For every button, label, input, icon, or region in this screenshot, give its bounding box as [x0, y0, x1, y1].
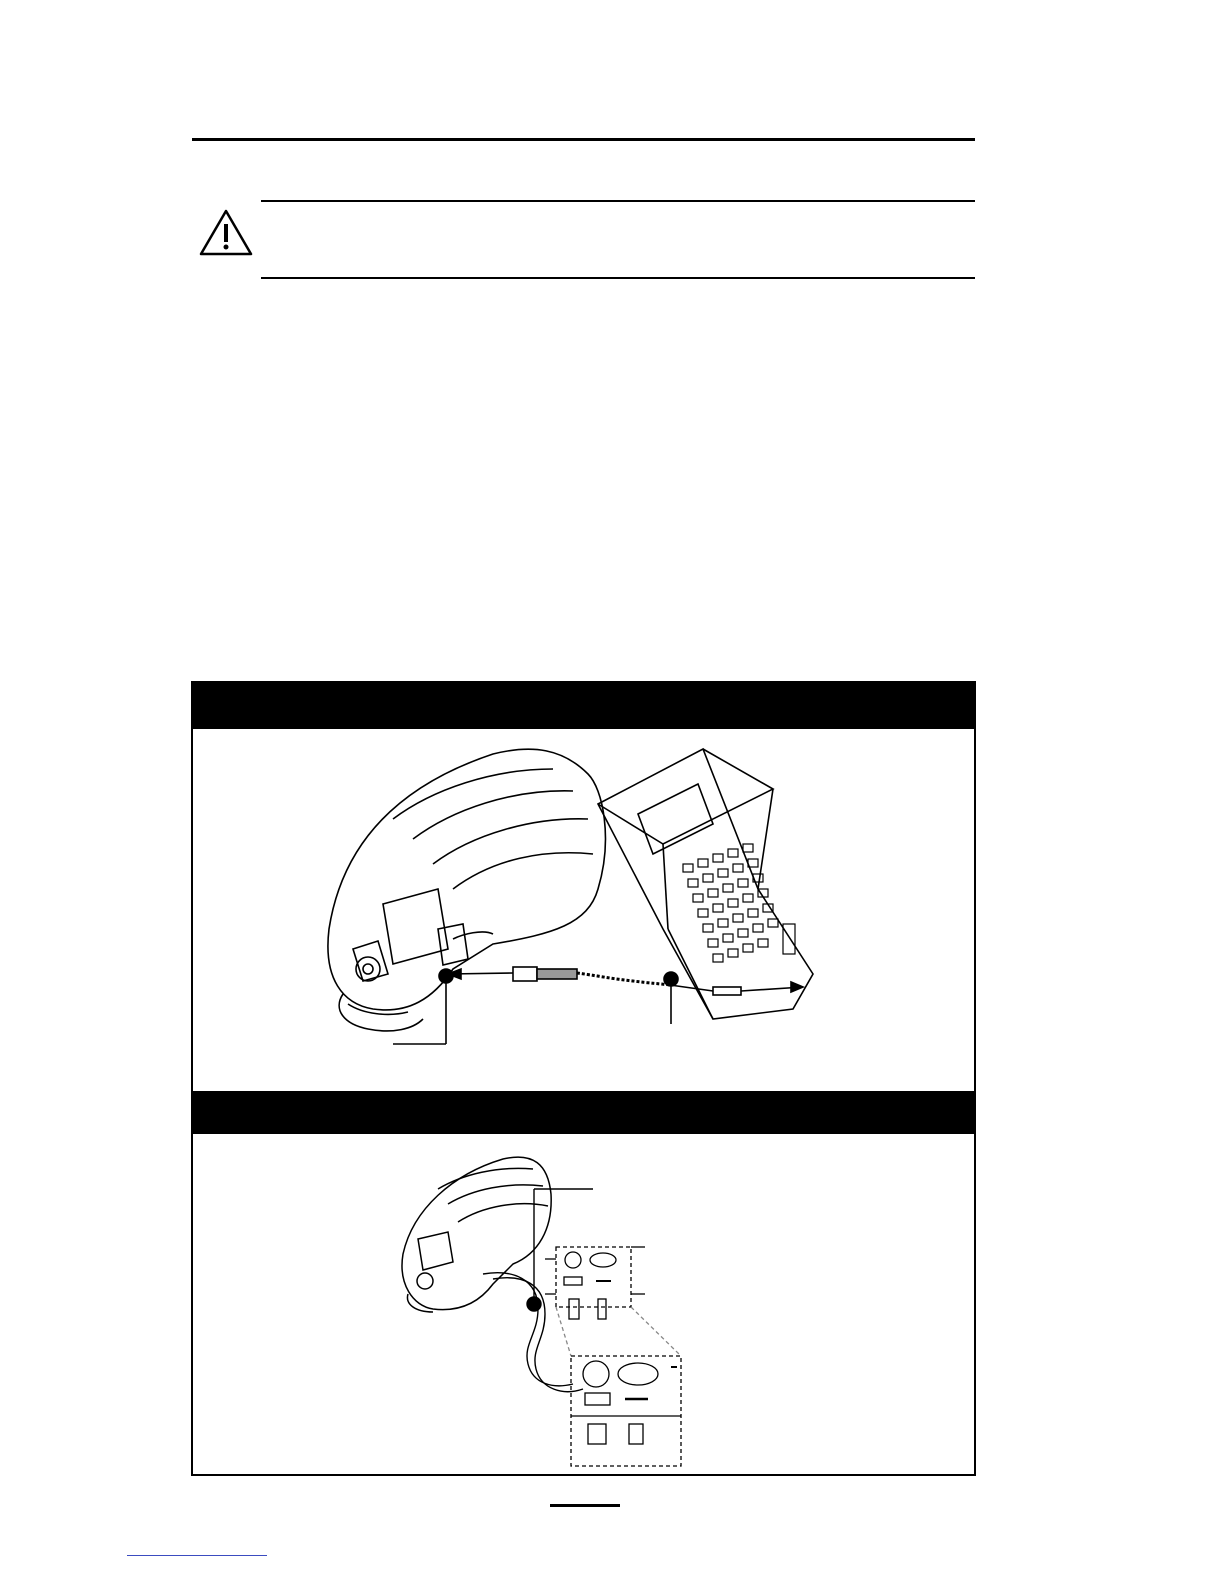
- caution-rule-top: [261, 200, 975, 202]
- terminal-connection-illustration: [193, 729, 974, 1091]
- page-number-rule: [550, 1504, 620, 1507]
- connection-figure: [191, 681, 976, 1476]
- keypad-icon: [683, 844, 795, 962]
- serial-usb-connection-panel: [193, 1134, 974, 1474]
- usb-connector-icon: [556, 1307, 681, 1466]
- serial-usb-illustration: [193, 1134, 974, 1474]
- printer-icon: [402, 1157, 551, 1312]
- terminal-connection-panel: [193, 729, 974, 1091]
- caution-rule-bottom: [261, 277, 975, 279]
- figure-band-terminal: [193, 683, 974, 729]
- connection-cables: [483, 1189, 593, 1392]
- handheld-terminal-icon: [598, 749, 813, 1019]
- figure-band-serial-usb: [193, 1091, 974, 1134]
- coiled-cable-icon: [393, 967, 803, 1044]
- footer-link-underline[interactable]: [127, 1555, 267, 1556]
- printer-icon: [328, 749, 605, 1031]
- serial-connector-icon: [545, 1247, 645, 1319]
- warning-triangle-icon: [198, 208, 254, 258]
- header-rule: [192, 138, 975, 141]
